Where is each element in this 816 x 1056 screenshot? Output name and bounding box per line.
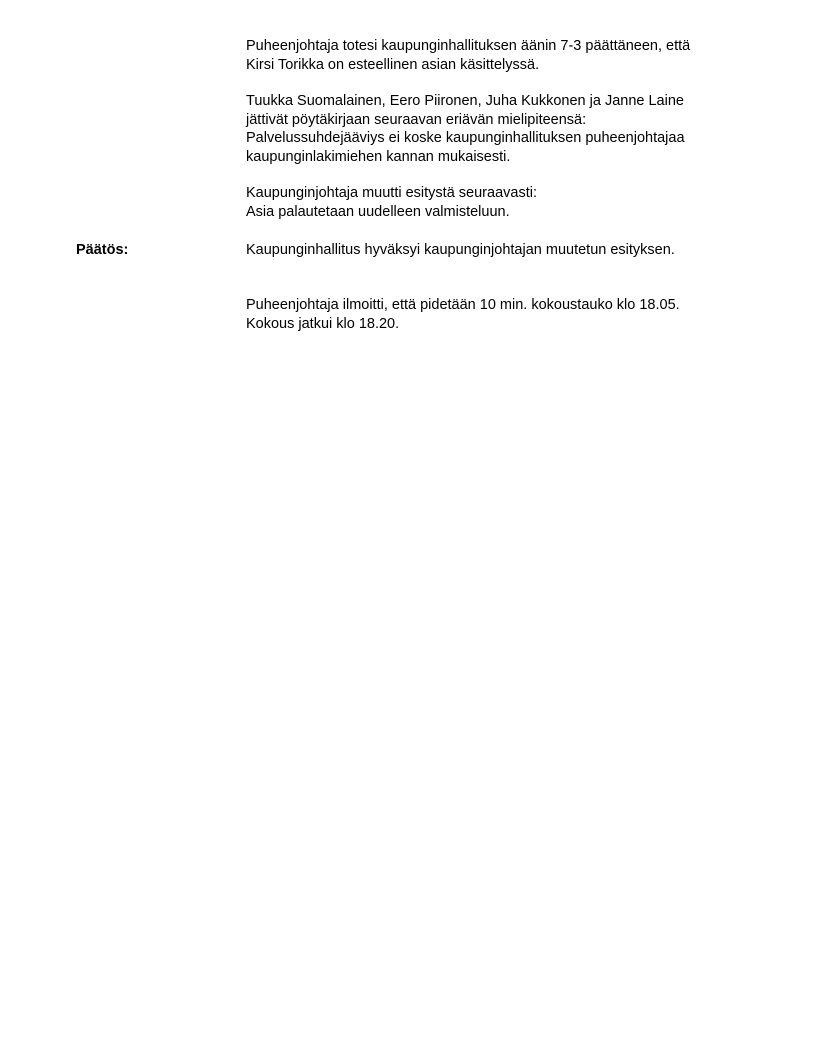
decision-text: Kaupunginhallitus hyväksyi kaupunginjohtajan muutetun esityksen. [246,242,675,258]
text-line: Kirsi Torikka on esteellinen asian käsittelyssä. [246,56,540,73]
text-line: Puheenjohtaja totesi kaupunginhallituksen äänin 7-3 päättäneen, että [246,38,691,54]
paragraph-chair-statement [246,37,786,74]
paragraph-spacer [246,166,786,184]
closing-note [246,296,786,333]
paragraph-meeting-break [246,296,786,333]
document-body [246,37,786,221]
text-line: Tuukka Suomalainen, Eero Piironen, Juha Kukkonen ja Janne Laine [246,93,684,109]
decision-label: Päätös: [76,242,129,258]
paragraph-spacer [246,74,786,92]
text-line: Kaupunginjohtaja muutti esitystä seuraavasti: [246,185,537,201]
paragraph-mayor-proposal [246,184,786,221]
text-line: Asia palautetaan uudelleen valmisteluun. [246,203,510,220]
text-line: Kokous jatkui klo 18.20. [246,315,400,332]
text-line: kaupunginlakimiehen kannan mukaisesti. [246,148,511,165]
paragraph-dissenting-opinion [246,92,786,166]
text-line: Palvelussuhdejääviys ei koske kaupunginhallituksen puheenjohtajaa [246,130,685,146]
text-line: Puheenjohtaja ilmoitti, että pidetään 10 min. kokoustauko klo 18.05. [246,297,680,313]
text-line: jättivät pöytäkirjaan seuraavan eriävän mielipiteensä: [246,111,587,128]
